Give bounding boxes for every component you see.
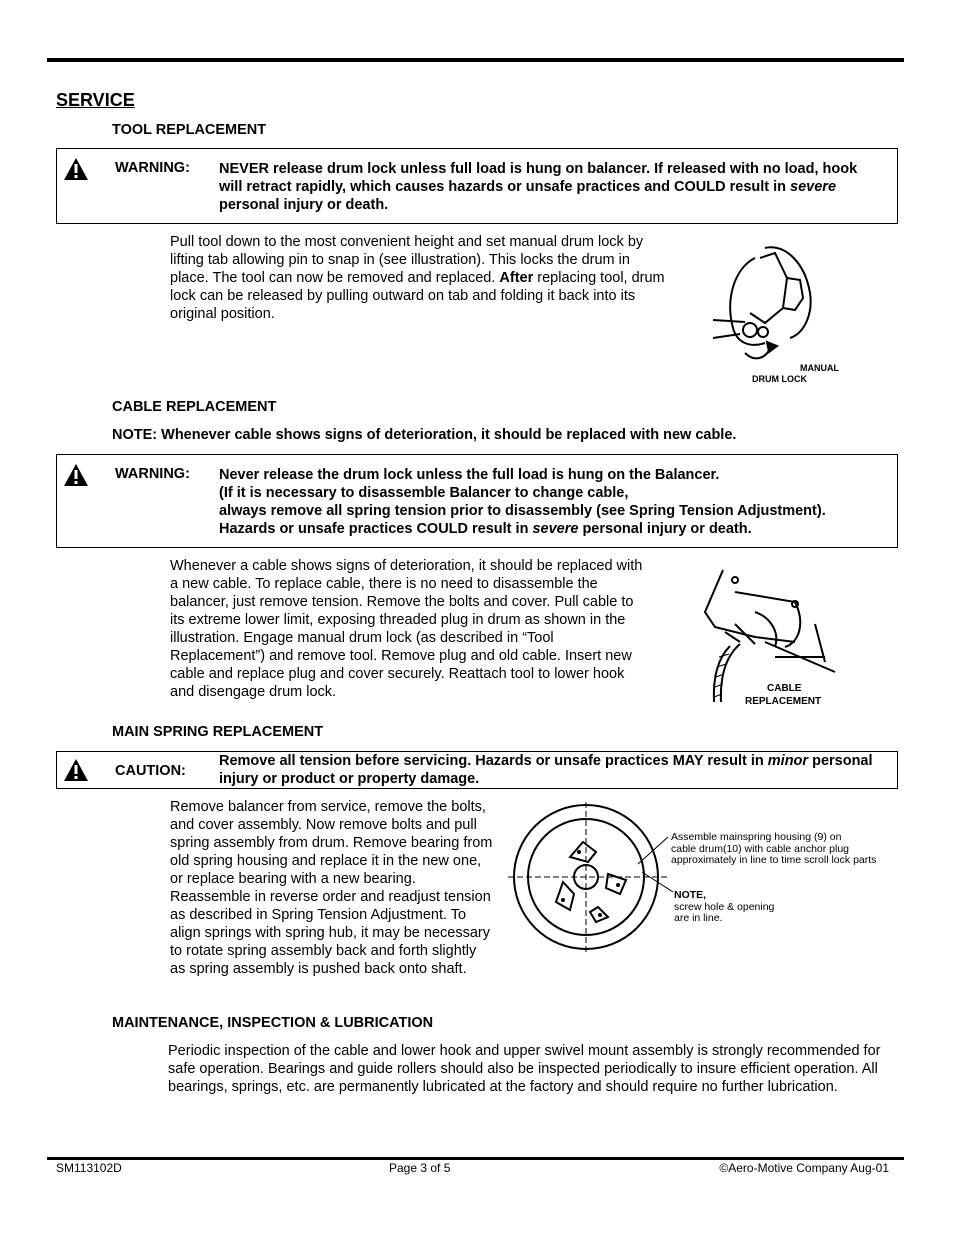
callout-text: approximately in line to time scroll lock parts	[671, 854, 877, 866]
warning-label: WARNING:	[115, 160, 190, 176]
page-title: SERVICE	[56, 90, 135, 110]
maintenance-heading: MAINTENANCE, INSPECTION & LUBRICATION	[112, 1015, 434, 1031]
warning-triangle-icon	[63, 157, 89, 181]
footer-copyright: ©Aero-Motive Company Aug-01	[719, 1161, 889, 1175]
footer-page-number: Page 3 of 5	[389, 1161, 451, 1175]
callout-text: cable drum(10) with cable anchor plug	[671, 843, 850, 855]
caution-label: CAUTION:	[115, 763, 186, 779]
spring-caution-box	[56, 751, 898, 789]
callout-text: screw hole & opening	[674, 901, 775, 913]
figure-label: CABLE	[767, 683, 802, 694]
warning-triangle-icon	[63, 758, 89, 782]
tool-replacement-body: Pull tool down to the most convenient height and set manual drum lock by lifting tab allowing pin to snap in (see illustration). This locks the drum in place. The tool can now be removed and replaced. After replacing tool, drum lock can be released by pulling outward on tab and folding it back into its original position.	[170, 234, 665, 322]
tool-warning-box	[56, 148, 898, 224]
figure-label: REPLACEMENT	[745, 696, 822, 707]
top-rule	[47, 58, 904, 62]
warning-triangle-icon	[63, 463, 89, 487]
cable-replacement-heading: CABLE REPLACEMENT	[112, 399, 277, 415]
cable-replacement-body: Whenever a cable shows signs of deterioration, it should be replaced with a new cable. To replace cable, there is no need to disassemble the balancer, just remove tension. Remove the bolts and cover. Pull cable to its extreme lower limit, exposing threaded plug in drum as shown in the illustration. Engage manual drum lock (as described in “Tool Replacement”) and remove tool. Remove plug and old cable. Insert new cable and replace plug and cover securely. Reattach tool to lower hook and disengage drum lock.	[170, 558, 643, 700]
bottom-rule	[47, 1157, 904, 1160]
figure-label: DRUM LOCK	[752, 374, 807, 384]
tool-replacement-heading: TOOL REPLACEMENT	[112, 122, 267, 138]
callout-text: are in line.	[674, 912, 723, 924]
main-spring-heading: MAIN SPRING REPLACEMENT	[112, 724, 324, 740]
warning-label: WARNING:	[115, 466, 190, 482]
cable-note: NOTE: Whenever cable shows signs of deterioration, it should be replaced with new cable.	[112, 427, 737, 443]
cable-warning-box	[56, 454, 898, 548]
callout-text: Assemble mainspring housing (9) on	[671, 831, 842, 843]
figure-label: MANUAL	[800, 363, 839, 373]
mainspring-housing-illustration	[508, 802, 908, 957]
footer-doc-number: SM113102D	[56, 1161, 122, 1175]
main-spring-body: Remove balancer from service, remove the bolts, and cover assembly. Now remove bolts and pull spring assembly from drum. Remove bearing from old spring housing and replace it in the new one, or replace bearing with a new bearing. Reassemble in reverse order and readjust tension as described in Spring Tension Adjustment. To align springs with spring hub, it may be necessary to rotate spring assembly back and forth slightly as spring assembly is pushed back onto shaft.	[170, 799, 493, 977]
tool-warning-text: NEVER release drum lock unless full load is hung on balancer. If released with no load, hook will retract rapidly, which causes hazards or unsafe practices and COULD result in severe personal injury or death.	[219, 161, 858, 213]
manual-drum-lock-illustration	[705, 238, 845, 388]
cable-replacement-illustration	[695, 562, 855, 710]
spring-caution-text: Remove all tension before servicing. Hazards or unsafe practices MAY result in minor personal injury or product or property damage.	[219, 753, 873, 787]
cable-warning-text: Never release the drum lock unless the full load is hung on the Balancer. (If it is necessary to disassemble Balancer to change cable, always remove all spring tension prior to disassembly (see Spring Tension Adjustment). Hazards or unsafe practices COULD result in severe personal injury or death.	[219, 467, 826, 537]
maintenance-body: Periodic inspection of the cable and lower hook and upper swivel mount assembly is strongly recommended for safe operation. Bearings and guide rollers should also be inspected periodically to insure efficient operation. All bearings, springs, etc. are permanently lubricated at the factory and should require no further lubrication.	[168, 1043, 881, 1095]
callout-text: NOTE,	[674, 889, 707, 901]
